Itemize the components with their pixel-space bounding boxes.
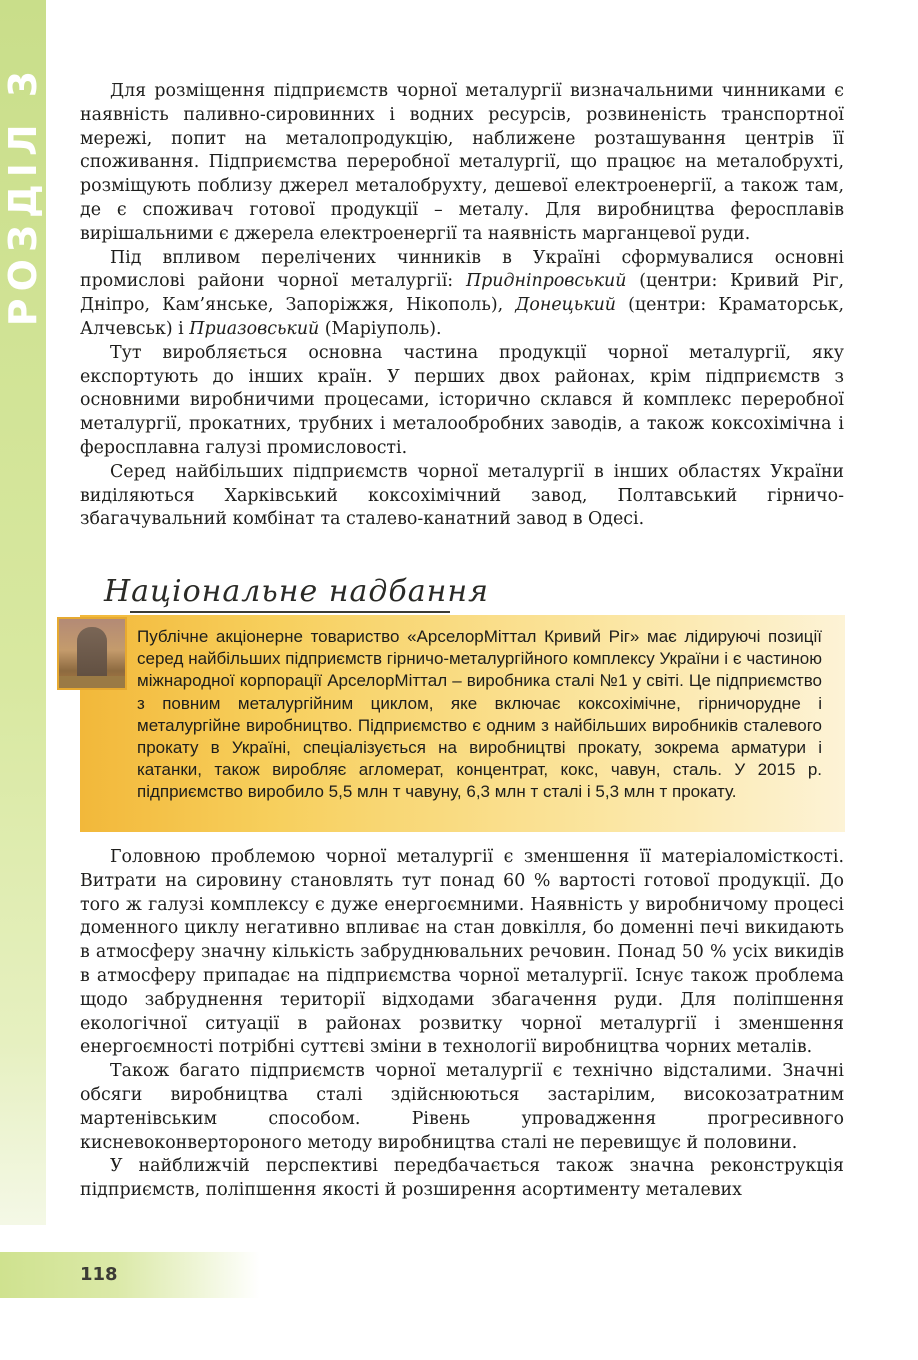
ground-shape xyxy=(59,676,125,688)
body-text-top xyxy=(80,80,844,532)
paragraph-text: Головною проблемою чорної металургії є зменшення її матеріаломісткості. Витрати на сировину становлять тут понад 60 % вартості готової продукції. До того ж галузі комплексу є дуже енергоємними. Наявність у виробничому процесі доменного циклу негативно впливає на стан довкілля, бо доменні печі викидають в атмосферу значну кількість забруднювальних речовин. Понад 50 % усіх викидів в атмосферу припадає на підприємства чорної металургії. Існує також проблема щодо забруднення території відходами збагачення руди. Для поліпшення екологічної ситуації в районах розвитку чорної металургії і зменшення енергоємності потрібні суттєві зміни в технології виробництва чорних металів. xyxy=(80,847,844,1058)
region-name: Приазовський xyxy=(189,318,320,339)
paragraph-text: (центри: Кривий Ріг, Дніпро, Кам’янське, Запоріжжя, Нікополь), xyxy=(80,271,844,316)
paragraph-text: Також багато підприємств чорної металургії є технічно відсталими. Значні обсяги виробництва сталі здійснюються застарілим, високозатратним мартенівським способом. Рівень упровадження прогресивного кисневоконвертороного методу виробництва сталі не перевищує й половини. xyxy=(80,1061,844,1153)
body-paragraph xyxy=(80,1060,844,1155)
body-text-bottom xyxy=(80,846,844,1203)
body-paragraph xyxy=(80,247,844,342)
paragraph-text: Тут виробляється основна частина продукції чорної металургії, яку експортують до інших країн. У перших двох районах, крім підприємств з основними виробничими процесами, історично склався й комплекс переробної металургії, прокатних, трубних і металообробних заводів, а також коксохімічна і феросплавна галузі промисловості. xyxy=(80,342,844,458)
paragraph-text: Серед найбільших підприємств чорної металургії в інших областях України виділяються Харківський коксохімічний завод, Полтавський гірничо-збагачувальний комбінат та сталево-канатний завод в Одесі. xyxy=(80,461,844,530)
body-paragraph xyxy=(80,461,844,532)
chapter-side-label xyxy=(0,63,46,327)
body-paragraph xyxy=(80,1155,844,1203)
region-name: Придніпровський xyxy=(465,271,627,292)
chapter-label-text: РОЗДІЛ 3 xyxy=(1,63,45,327)
region-name: Донецький xyxy=(515,295,617,316)
body-paragraph xyxy=(80,846,844,1060)
paragraph-text: Для розміщення підприємств чорної металургії визначальними чинниками є наявність паливно-сировинних і водних ресурсів, розвиненість транспортної мережі, попит на металопродукцію, наближене розташування центрів її споживання. Підприємства переробної металургії, що працює на металобрухті, розміщують поблизу джерел металобрухту, дешевої електроенергії, а також там, де є споживач готової продукції – металу. Для виробництва феросплавів вирішальними є джерела електроенергії та наявність марганцевої руди. xyxy=(80,81,844,244)
heritage-title-underline xyxy=(130,611,450,613)
paragraph-text: Під впливом перелічених чинників в Україні сформувалися основні промислові райони чорної металургії: xyxy=(80,247,844,292)
page-number: 118 xyxy=(80,1264,118,1285)
paragraph-text: (Маріуполь). xyxy=(319,318,442,339)
paragraph-text: У найближчій перспективі передбачається також значна реконструкція підприємств, поліпшення якості й розширення асортименту металевих xyxy=(80,1156,844,1201)
body-paragraph xyxy=(80,342,844,461)
body-paragraph xyxy=(80,80,844,247)
heritage-box-title: Національне надбання xyxy=(104,574,490,609)
paragraph-text: (центри: Краматорськ, Алчевськ) і xyxy=(80,295,844,339)
stone-statue-image xyxy=(57,617,127,690)
page-footer-band xyxy=(0,1252,260,1298)
heritage-box-text xyxy=(137,626,822,804)
heritage-box-paragraph: Публічне акціонерне товариство «АрселорМіттал Кривий Ріг» має лідируючі позиції серед найбільших підприємств гірничо-металургійного комплексу України і є частиною міжнародної корпорації АрселорМіттал – виробника сталі №1 у світі. Це підприємство з повним металургійним циклом, яке включає коксохімічне, гірничорудне і металургійне виробництво. Підприємство є одним з найбільших виробників сталевого прокату в Україні, спеціалізується на виробництві прокату, зокрема арматури і катанки, також виробляє агломерат, концентрат, кокс, чавун, сталь. У 2015 р. підприємство виробило 5,5 млн т чавуну, 6,3 млн т сталі і 5,3 млн т прокату. xyxy=(137,627,822,802)
